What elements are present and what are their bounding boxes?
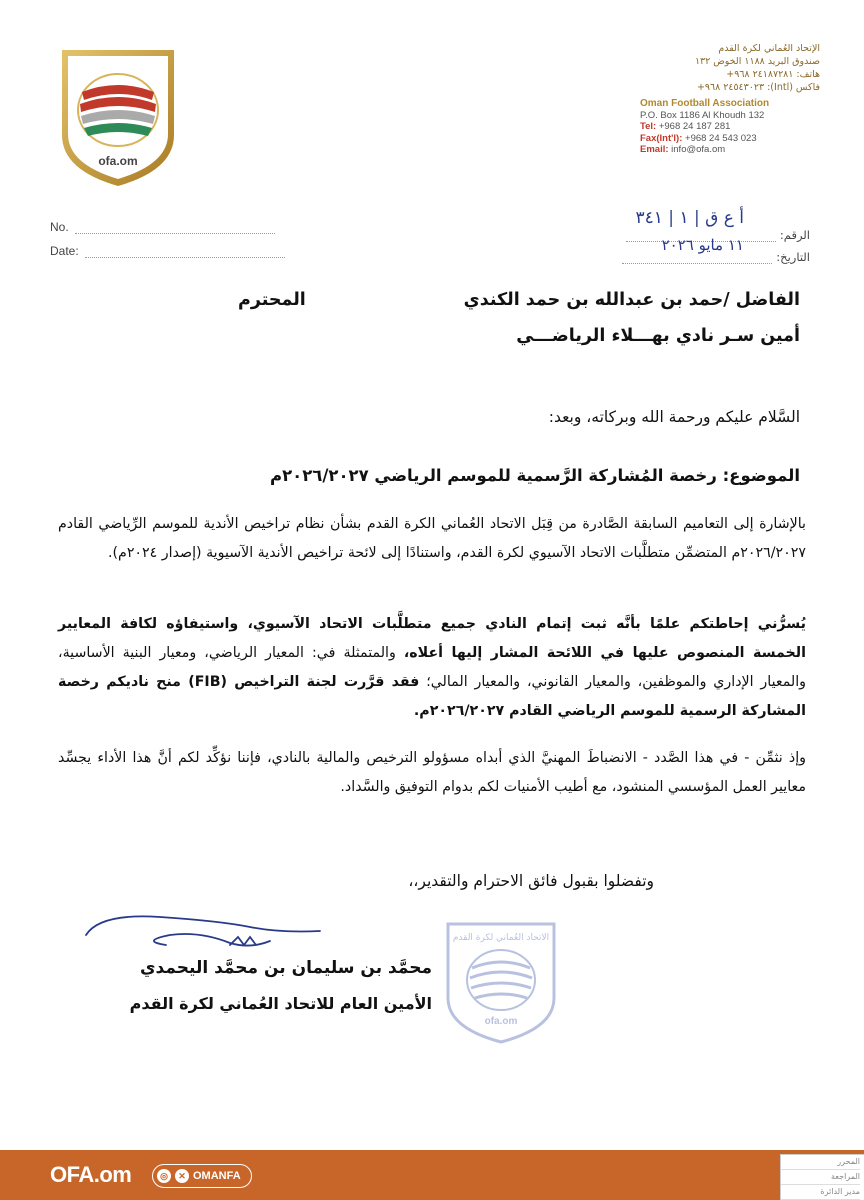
header-pobox: P.O. Box 1186 Al Khoudh 132 bbox=[640, 109, 765, 121]
approval-box bbox=[780, 1154, 864, 1200]
paragraph-1: بالإشارة إلى التعاميم السابقة الصَّادرة من قِبَل الاتحاد العُماني الكرة القدم بشأن نظام تراخيص الأندية للموسم الرِّياضي القادم ٢٠٢٦/٢٠٢٧م المتضمِّن متطلَّبات الاتحاد الآسيوي لكرة القدم، واستنادًا إلى لائحة تراخيص الأندية الآسيوية (إصدار ٢٠٢٤م). bbox=[58, 516, 806, 561]
header-arabic bbox=[640, 42, 820, 94]
tel-value: +968 24 187 281 bbox=[658, 121, 731, 132]
approval-line: المحرر bbox=[781, 1155, 860, 1170]
no-label: No. bbox=[50, 220, 69, 234]
header-english bbox=[640, 98, 820, 156]
fax-value: +968 24 543 023 bbox=[685, 132, 757, 144]
ref-number-handwritten: أ ع ق | ١ | ٣٤١ bbox=[635, 208, 744, 228]
footer-social[interactable] bbox=[152, 1164, 252, 1188]
approval-line: مدير الدائرة bbox=[781, 1185, 860, 1200]
paragraph-3: وإذ نثمِّن - في هذا الصَّدد - الانضباطَ المهنيَّ الذي أبداه مسؤولو الترخيص والمالية بالنادي، فإننا نؤكِّد لكم أنَّ هذا الأداء يجسِّد معايير العمل المؤسسي المنشود، مع أطيب الأمنيات لكم بدوام التوفيق والسَّداد. bbox=[58, 750, 806, 795]
date-label: Date: bbox=[50, 244, 79, 258]
header-ar-line: صندوق البريد ١١٨٨ الخوض ١٣٢ bbox=[694, 56, 820, 67]
instagram-icon: ◎ bbox=[157, 1169, 171, 1183]
stamp-text: الاتحاد العُماني لكرة القدم bbox=[452, 933, 550, 943]
header-ar-line: هاتف: ٢٤١٨٧٢٨١ ٩٦٨+ bbox=[726, 69, 820, 80]
official-stamp bbox=[442, 918, 560, 1046]
fax-label: Fax(Int'l): bbox=[640, 132, 683, 144]
paragraph-2 bbox=[58, 610, 806, 726]
addressee-honorific: المحترم bbox=[238, 290, 306, 310]
x-icon: ✕ bbox=[175, 1169, 189, 1183]
header-ar-line: الإتحاد العُماني لكرة القدم bbox=[718, 43, 820, 54]
handwritten-signature bbox=[80, 905, 380, 965]
ofa-logo bbox=[52, 40, 184, 190]
paragraph-2-bold-decision: فقد قرَّرت لجنة التراخيص (FIB) منح ناديكم رخصة المشاركة الرسمية للموسم الرياضي القادم ٢٠٢٦/٢٠٢٧م. bbox=[58, 674, 806, 719]
addressee-role: أمين سـر نادي بهـــلاء الرياضـــي bbox=[516, 326, 800, 346]
email-value: info@ofa.om bbox=[671, 144, 726, 155]
closing-line: وتفضلوا بقبول فائق الاحترام والتقدير،، bbox=[408, 872, 654, 890]
paragraph-2-normal: والمتمثلة في: المعيار الرياضي، ومعيار البنية الأساسية، والمعيار الإداري والموظفين، والمعيار القانوني، والمعيار المالي؛ bbox=[58, 645, 807, 690]
ref-date-handwritten: ١١ مايو ٢٠٢٦ bbox=[661, 236, 744, 254]
header-ar-line: فاكس (Intl): ٢٤٥٤٣٠٢٣ ٩٦٨+ bbox=[696, 82, 820, 93]
signatory-name: محمَّد بن سليمان بن محمَّد اليحمدي bbox=[139, 958, 432, 978]
header-org-name: Oman Football Association bbox=[640, 98, 770, 109]
ref-date-field bbox=[50, 244, 285, 258]
social-handle: OMANFA bbox=[193, 1170, 241, 1182]
footer-bar bbox=[0, 1150, 864, 1200]
greeting: السَّلام عليكم ورحمة الله وبركاته، وبعد: bbox=[548, 408, 800, 426]
paragraph-2-bold-a: يُسرُّني إحاطتكم علمًا بأنَّه ثبت إتمام النادي جميع متطلَّبات الاتحاد الآسيوي، واستيفاؤه لكافة المعايير الخمسة المنصوص عليها في اللائحة المشار إليها أعلاه، bbox=[58, 616, 806, 661]
signatory-title: الأمين العام للاتحاد العُماني لكرة القدم bbox=[129, 994, 432, 1013]
date-label-ar: التاريخ: bbox=[776, 250, 810, 264]
email-label: Email: bbox=[640, 144, 669, 155]
footer-brand: OFA.om bbox=[50, 1162, 132, 1187]
approval-line: المراجعة bbox=[781, 1170, 860, 1185]
addressee-name: الفاضل /حمد بن عبدالله بن حمد الكندي bbox=[463, 290, 800, 310]
logo-url: ofa.om bbox=[98, 154, 138, 168]
stamp-url: ofa.om bbox=[484, 1016, 518, 1027]
ref-label-ar: الرقم: bbox=[779, 228, 810, 242]
subject-line: الموضوع: رخصة المُشاركة الرَّسمية للموسم الرياضي ٢٠٢٦/٢٠٢٧م bbox=[269, 466, 800, 485]
tel-label: Tel: bbox=[640, 121, 657, 132]
ref-no-field bbox=[50, 220, 275, 234]
